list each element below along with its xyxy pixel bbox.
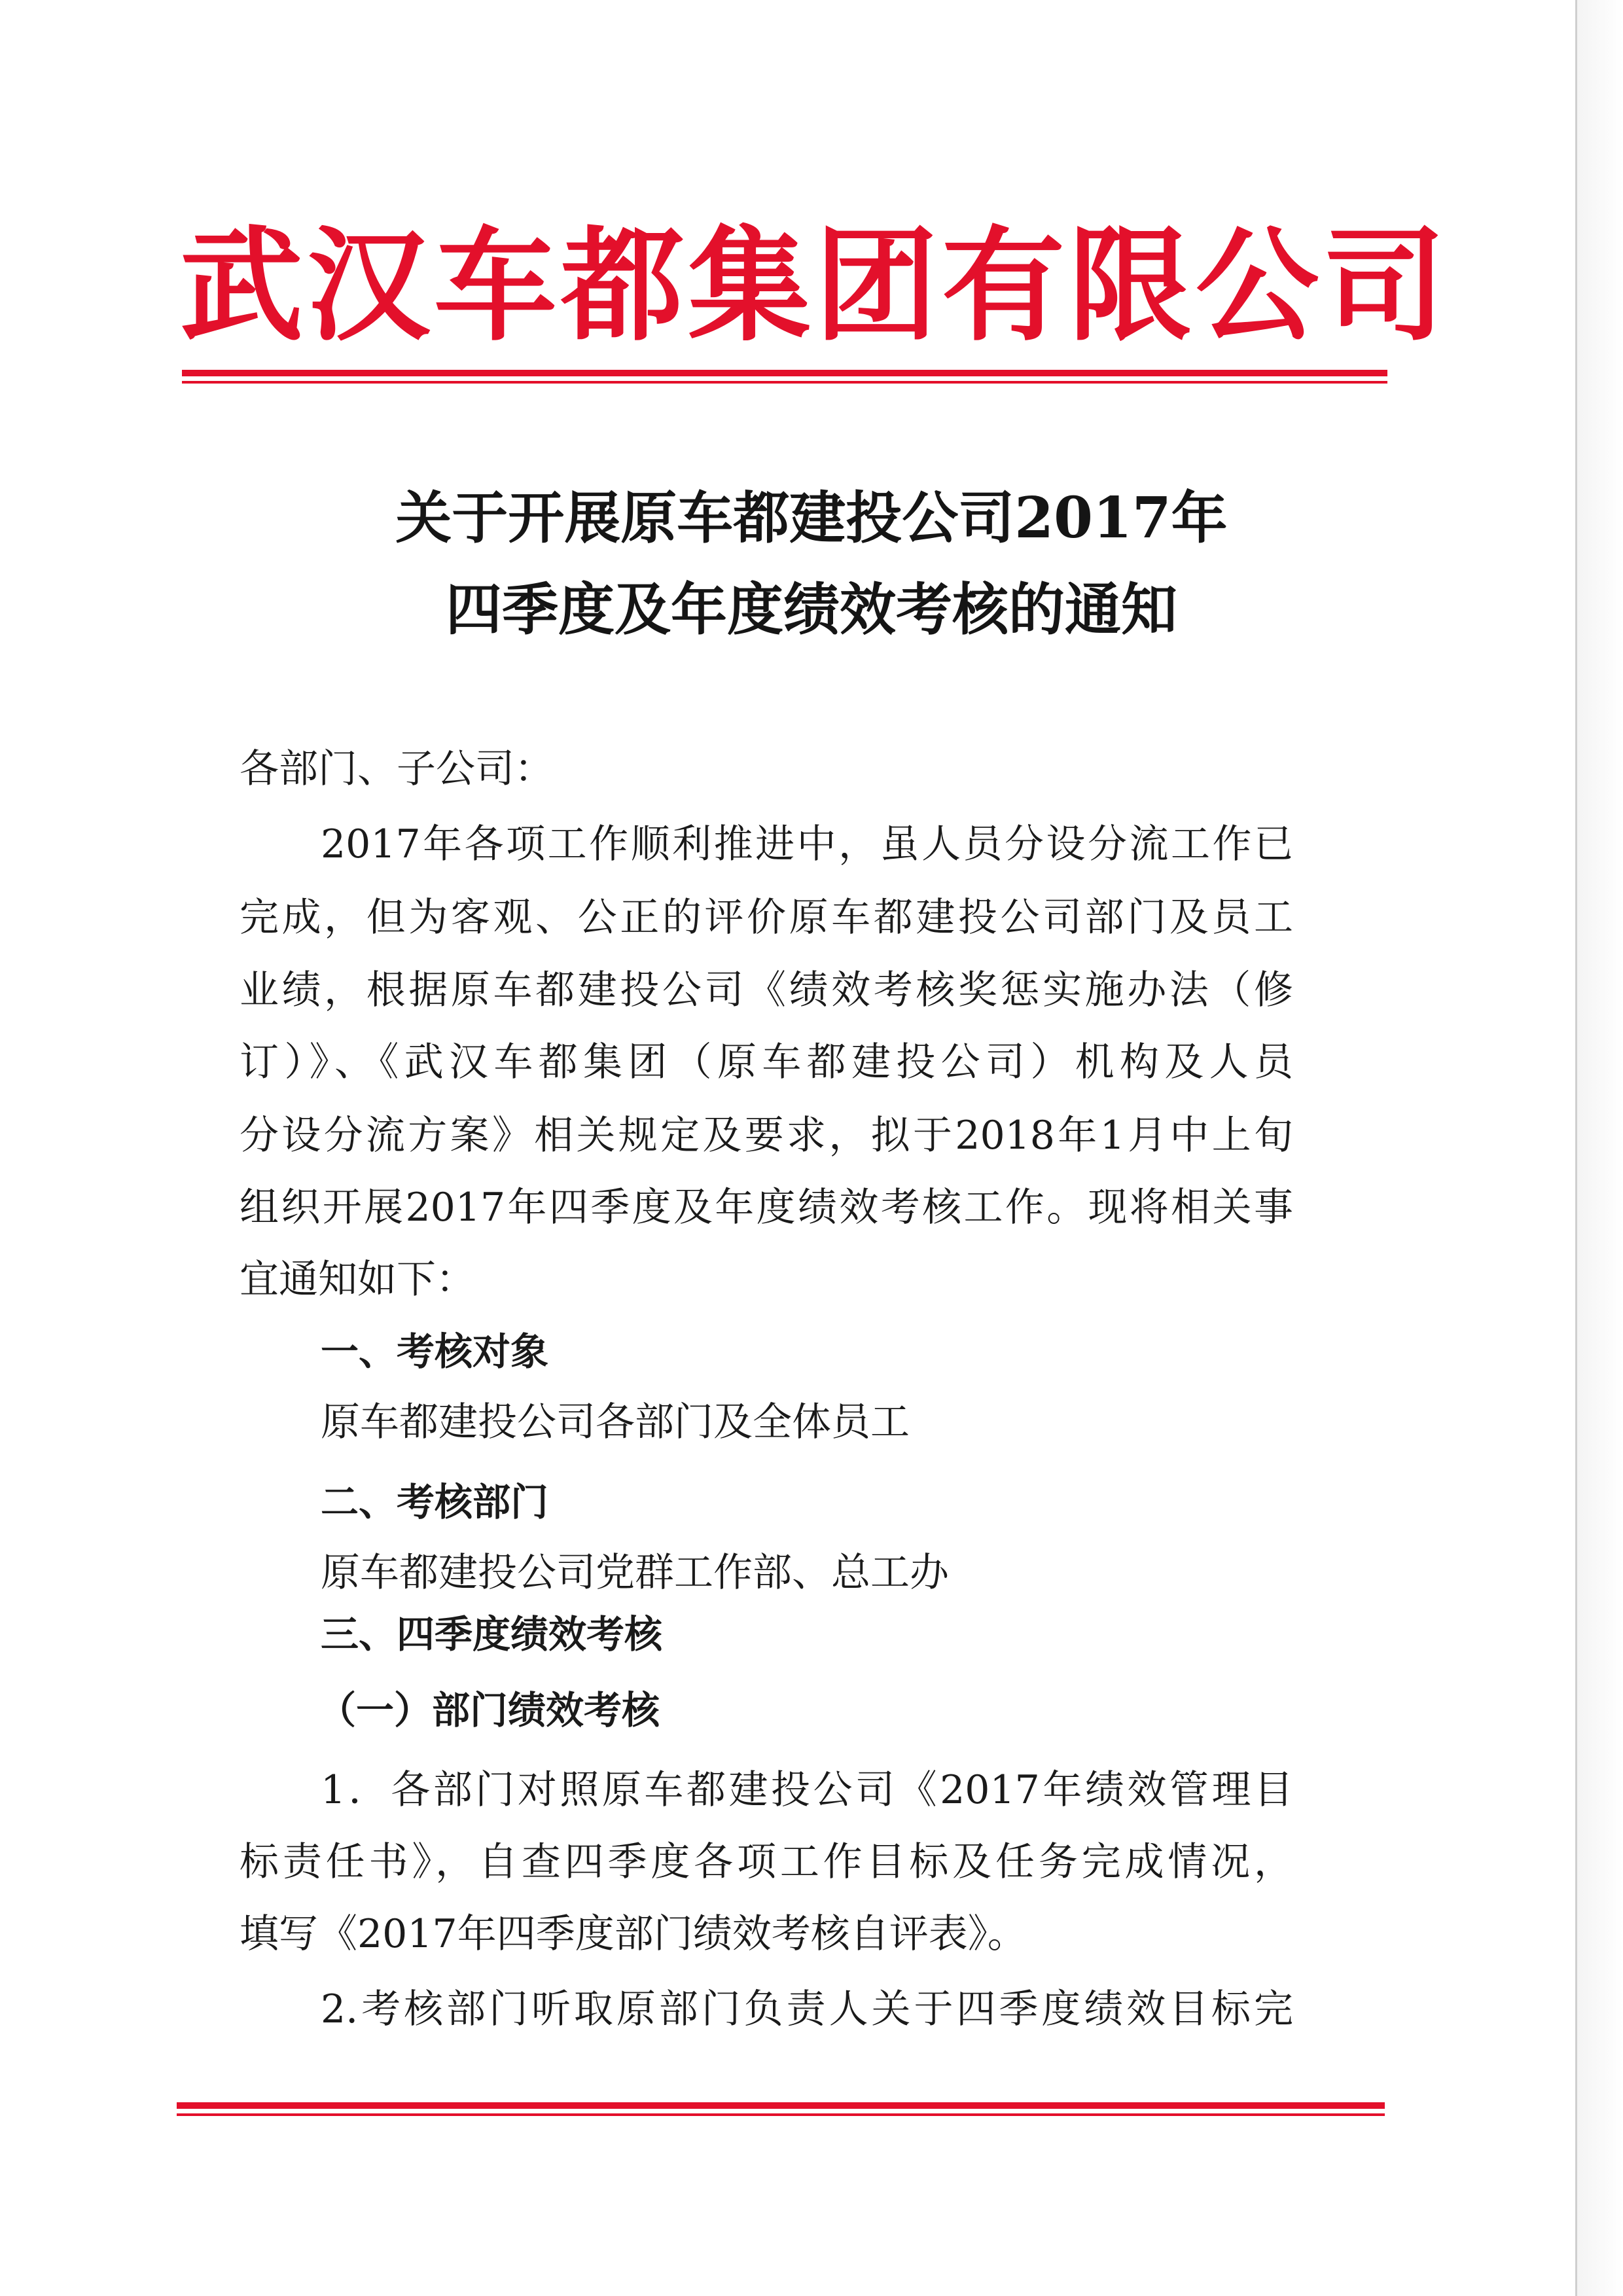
footer-rule-thin (177, 2113, 1385, 2116)
letterhead-rule-thin (182, 381, 1387, 384)
scan-shadow (1577, 0, 1623, 2296)
section1-heading: 一、考核对象 (321, 1329, 549, 1374)
letterhead-rule-thick (182, 370, 1387, 376)
item1-line-2: 标责任书》，自查四季度各项工作目标及任务完成情况， (240, 1839, 1293, 1885)
paragraph1-line-7: 宜通知如下： (240, 1257, 475, 1302)
section2-body: 原车都建投公司党群工作部、总工办 (321, 1550, 949, 1596)
paragraph1-line-6: 组织开展2017年四季度及年度绩效考核工作。现将相关事 (240, 1185, 1293, 1230)
paragraph1-line-4: 订）》、《武汉车都集团（原车都建投公司）机构及人员 (240, 1039, 1293, 1085)
paragraph1-line-3: 业绩，根据原车都建投公司《绩效考核奖惩实施办法（修 (240, 967, 1293, 1013)
paragraph1-line-2: 完成，但为客观、公正的评价原车都建投公司部门及员工 (240, 895, 1293, 941)
item1-line-3: 填写《2017年四季度部门绩效考核自评表》。 (240, 1911, 1027, 1957)
scan-edge-line (1575, 0, 1577, 2296)
subsection1-heading: （一）部门绩效考核 (318, 1688, 660, 1732)
item1-line-1: 1．各部门对照原车都建投公司《2017年绩效管理目 (321, 1767, 1293, 1813)
letterhead-org-name: 武汉车都集团有限公司 (180, 215, 1450, 358)
paragraph1-line-5: 分设分流方案》相关规定及要求，拟于2018年1月中上旬 (240, 1113, 1293, 1158)
salutation: 各部门、子公司： (240, 746, 554, 792)
document-title-line-2: 四季度及年度绩效考核的通知 (446, 577, 1177, 643)
item2-line-1: 2.考核部门听取原部门负责人关于四季度绩效目标完 (321, 1986, 1293, 2032)
section2-heading: 二、考核部门 (321, 1480, 549, 1524)
paragraph1-line-1: 2017年各项工作顺利推进中，虽人员分设分流工作已 (321, 821, 1293, 867)
footer-rule-thick (177, 2102, 1385, 2109)
section3-heading: 三、四季度绩效考核 (321, 1612, 663, 1657)
section1-body: 原车都建投公司各部门及全体员工 (321, 1399, 910, 1445)
document-title-line-1: 关于开展原车都建投公司2017年 (395, 485, 1228, 551)
